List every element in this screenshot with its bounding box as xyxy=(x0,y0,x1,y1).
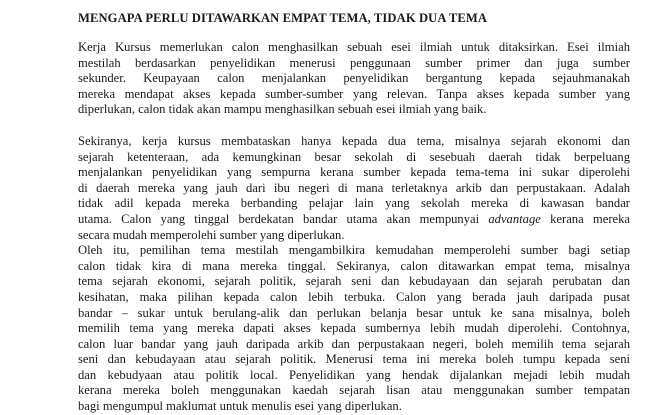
paragraph-2 xyxy=(78,134,630,243)
text-line: tidak adil kepada mereka berbanding pelajar lain yang sekolah mereka di kawasan bandar xyxy=(78,196,630,211)
document-page xyxy=(78,10,630,415)
text-line: sekunder. Keupayaan calon menjalankan penyelidikan bergantung kepada sejauhmanakah xyxy=(78,71,630,86)
paragraph-1 xyxy=(78,40,630,118)
text-line: menjalankan penyelidikan yang sempurna kerana sumber kepada tema-tema ini sukar diperolehi xyxy=(78,165,630,180)
text-line: calon tidak kira di mana mereka tinggal. Sekiranya, calon ditawarkan empat tema, misalnya xyxy=(78,258,630,273)
italic-word: advantage xyxy=(488,211,541,226)
text-line: diperlukan, calon tidak akan mampu menghasilkan sebuah esei ilmiah yang baik. xyxy=(78,102,487,117)
text-segment: utama. Calon yang tinggal berdekatan bandar utama akan mempunyai xyxy=(78,211,489,226)
text-line-with-italic xyxy=(78,212,630,228)
text-line: bandar – sukar untuk berulang-alik dan perlukan belanja besar untuk ke sana misalnya, boleh xyxy=(78,305,630,320)
paragraph-3 xyxy=(78,243,630,415)
text-line: secara mudah memperolehi sumber yang diperlukan. xyxy=(78,227,345,242)
text-line: tema sejarah ekonomi, sejarah politik, sejarah seni dan kebudayaan dan sejarah perubatan dan xyxy=(78,274,630,289)
text-line: sejarah ketenteraan, ada kemungkinan besar sekolah di sesebuah daerah tidak berpeluang xyxy=(78,149,630,164)
text-line: mereka mendapat akses kepada sumber-sumber yang relevan. Tanpa akses kepada sumber yang xyxy=(78,86,630,101)
text-line: Kerja Kursus memerlukan calon menghasilkan sebuah esei ilmiah untuk ditaksirkan. Esei ilmiah xyxy=(78,40,630,54)
text-line: memilih tema yang mereka dapati akses kepada sumbernya lebih mudah diperolehi. Contohnya, xyxy=(78,321,630,336)
document-title: MENGAPA PERLU DITAWARKAN EMPAT TEMA, TIDAK DUA TEMA xyxy=(78,11,488,25)
text-segment: kerana mereka xyxy=(540,211,630,226)
text-line: dan kebudyaan atau politik local. Penyelidikan yang hendak dijalankan mejadi lebih mudah xyxy=(78,367,630,382)
text-line: di daerah mereka yang jauh dari ibu negeri di mana terletaknya arkib dan perpustakaan. Adalah xyxy=(78,180,630,195)
text-line: seni dan kebudayaan atau sejarah politik. Menerusi tema ini mereka boleh tumpu kepada seni xyxy=(78,352,630,367)
text-line: mestilah berdasarkan penyelidikan menerusi penggunaan sumber primer dan juga sumber xyxy=(78,55,630,70)
text-line: kerana mereka boleh menggunakan kaedah sejarah lisan atau menggunakan sumber tempatan xyxy=(78,383,630,398)
paragraph-gap xyxy=(78,118,630,134)
text-line: Oleh itu, pemilihan tema mestilah mengambilkira kemudahan memperolehi sumber bagi setiap xyxy=(78,243,630,258)
text-line: kesihatan, maka pilihan kepada calon lebih terbuka. Calon yang berada jauh daripada pusat xyxy=(78,289,630,304)
text-line: bagi mengumpul maklumat untuk menulis esei yang diperlukan. xyxy=(78,399,402,414)
text-line: Sekiranya, kerja kursus membataskan hanya kepada dua tema, misalnya sejarah ekonomi dan xyxy=(78,133,630,148)
text-line: calon luar bandar yang jauh daripada arkib dan perpustakaan negeri, boleh memilih tema sejarah xyxy=(78,336,630,351)
